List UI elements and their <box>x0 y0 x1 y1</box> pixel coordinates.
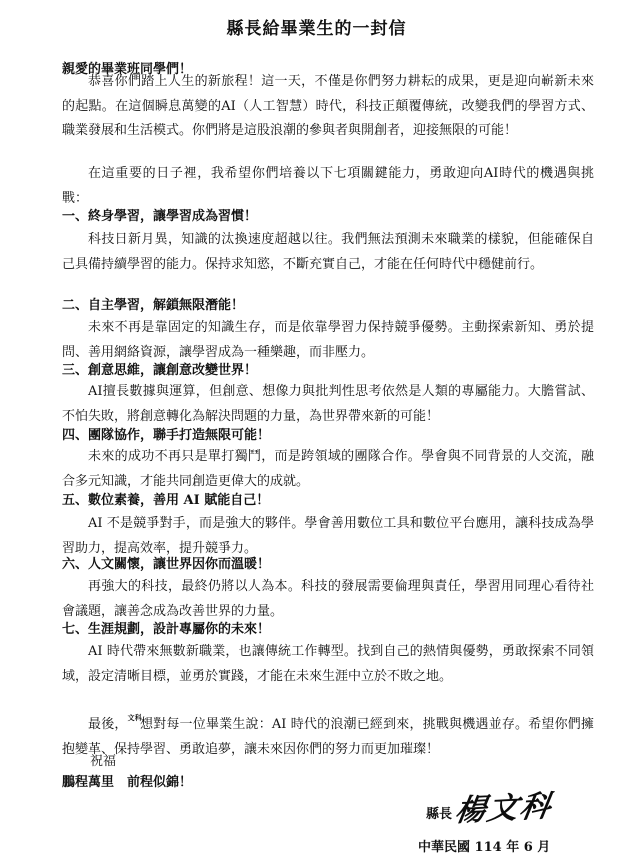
signature-date: 中華民國 114 年 6 月 <box>418 840 551 855</box>
letter-title: 縣長給畢業生的一封信 <box>226 19 407 39</box>
section-2-body: 未來不再是靠固定的知識生存，而是依靠學習力保持競爭優勢。主動探索新知、勇於提問、善用網絡資源，讓學習成為一種樂趣，而非壓力。 <box>62 320 594 360</box>
closing-stamp: 文科 <box>127 713 142 722</box>
intro-paragraph-1: 恭喜你們踏上人生的新旅程！這一天，不僅是你們努力耕耘的成果，更是迎向嶄新未來的起點。在這個瞬息萬變的AI（人工智慧）時代，科技正顛覆傳統，改變我們的學習方式、職業發展和生活模式。你們將是這股浪潮的參與者與開創者，迎接無限的可能！ <box>62 74 594 138</box>
section-3-body: AI擅長數據與運算，但創意、想像力與批判性思考依然是人類的專屬能力。大膽嘗試、不怕失敗，將創意轉化為解決問題的力量，為世界帶來新的可能！ <box>62 384 594 424</box>
signature-name: 楊文科 <box>452 788 555 829</box>
section-3-heading: 三、創意思維，讓創意改變世界！ <box>62 363 258 378</box>
section-7-heading: 七、生涯規劃，設計專屬你的未來！ <box>62 622 271 637</box>
closing-wishes: 鵬程萬里 前程似錦！ <box>62 775 193 790</box>
section-4-heading: 四、團隊協作，聯手打造無限可能！ <box>62 428 271 443</box>
closing-rest: 想對每一位畢業生說：AI 時代的浪潮已經到來，挑戰與機遇並存。希望你們擁抱變革、保持學習、勇敢追夢，讓未來因你們的努力而更加璀璨！ <box>62 717 594 757</box>
greeting: 親愛的畢業班同學們！ <box>62 62 193 77</box>
signature-title: 縣長 <box>426 807 453 822</box>
closing-lead: 最後， <box>88 717 128 732</box>
closing-blessing: 祝福 <box>90 754 117 769</box>
section-5-heading: 五、數位素養，善用 AI 賦能自己！ <box>62 493 270 508</box>
section-1-body: 科技日新月異，知識的汰換速度超越以往。我們無法預測未來職業的樣貌，但能確保自己具備持續學習的能力。保持求知慾，不斷充實自己，才能在任何時代中穩健前行。 <box>62 232 594 272</box>
section-7-body: AI 時代帶來無數新職業，也讓傳統工作轉型。找到自己的熱情與優勢，勇敢探索不同領域，設定清晰目標，並勇於實踐，才能在未來生涯中立於不敗之地。 <box>62 644 594 684</box>
section-4-body: 未來的成功不再只是單打獨鬥，而是跨領域的團隊合作。學會與不同背景的人交流，融合多元知識，才能共同創造更偉大的成就。 <box>62 449 594 489</box>
closing-paragraph <box>62 706 594 762</box>
section-2-heading: 二、自主學習，解鎖無限潛能！ <box>62 298 245 313</box>
section-1-heading: 一、終身學習，讓學習成為習慣！ <box>62 209 258 224</box>
section-5-body: AI 不是競爭對手，而是強大的夥伴。學會善用數位工具和數位平台應用，讓科技成為學習助力，提高效率，提升競爭力。 <box>62 516 594 556</box>
intro-paragraph-2: 在這重要的日子裡，我希望你們培養以下七項關鍵能力，勇敢迎向AI時代的機遇與挑戰： <box>62 166 594 206</box>
section-6-heading: 六、人文關懷，讓世界因你而溫暖！ <box>62 557 271 572</box>
section-6-body: 再強大的科技，最終仍將以人為本。科技的發展需要倫理與責任，學習用同理心看待社會議題，讓善念成為改善世界的力量。 <box>62 579 594 619</box>
